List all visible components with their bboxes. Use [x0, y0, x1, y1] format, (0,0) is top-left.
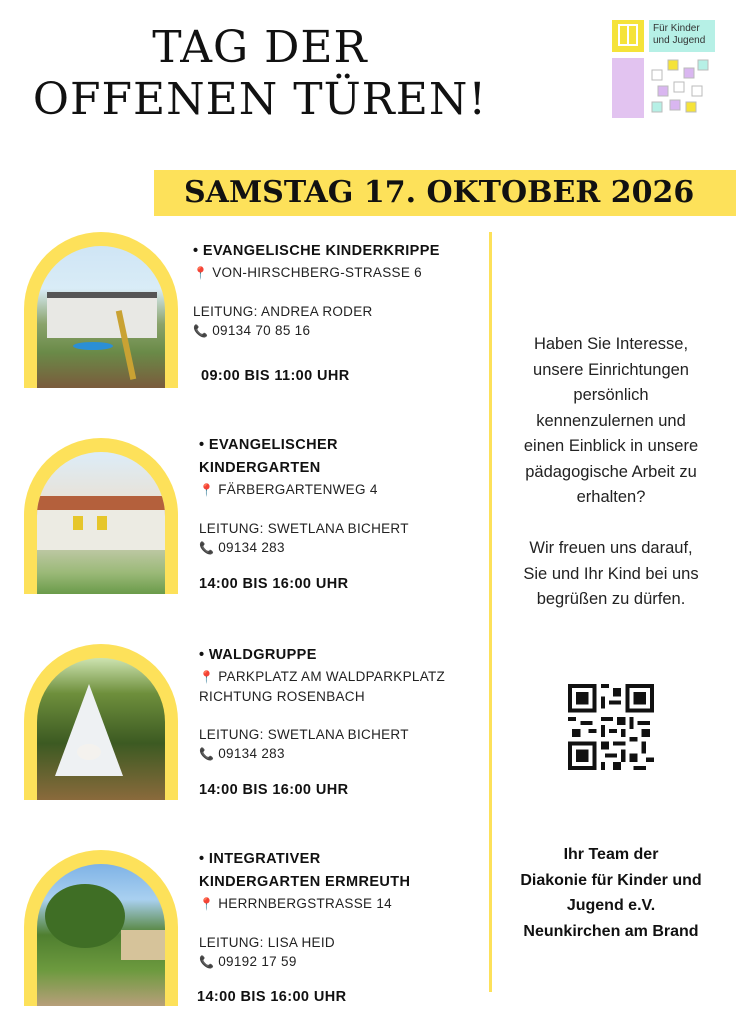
institution-address: 📍 VON-HIRSCHBERG-STRASSE 6: [193, 265, 422, 280]
photo-kindergarten: [37, 452, 165, 594]
photo-frame-waldgruppe: [24, 644, 178, 800]
logo: [612, 20, 716, 118]
institution-phone: 📞 09192 17 59: [199, 954, 297, 969]
institution-hours: 14:00 BIS 16:00 UHR: [199, 782, 349, 798]
institution-kinderkrippe: [193, 240, 440, 384]
phone-icon: 📞: [199, 541, 215, 555]
institution-waldgruppe: [199, 644, 446, 798]
map-pin-icon: 📍: [199, 483, 215, 497]
institution-address: 📍 FÄRBERGARTENWEG 4: [199, 482, 378, 497]
institution-leitung: LEITUNG: SWETLANA BICHERT: [199, 727, 409, 742]
info-paragraph-2: Wir freuen uns darauf, Sie und Ihr Kind bei uns begrüßen zu dürfen.: [523, 539, 699, 608]
institution-leitung: LEITUNG: SWETLANA BICHERT: [199, 521, 409, 536]
institution-hours: 14:00 BIS 16:00 UHR: [197, 989, 347, 1005]
institution-name-line-1: • INTEGRATIVER: [199, 851, 321, 867]
institution-hours: 09:00 BIS 11:00 UHR: [201, 368, 350, 384]
photo-frame-integrativer-kindergarten: [24, 850, 178, 1006]
institution-name: • WALDGRUPPE: [199, 647, 317, 663]
phone-icon: 📞: [199, 955, 215, 969]
institution-address: 📍 PARKPLATZ AM WALDPARKPLATZ: [199, 669, 446, 684]
title-line-2: OFFENEN TÜREN!: [32, 74, 488, 125]
photo-kinderkrippe: [37, 246, 165, 388]
info-paragraph-1: Haben Sie Interesse, unsere Einrichtungen persönlich kennenzulernen und einen Einblick in unsere pädagogische Arbeit zu erhalten?: [523, 335, 699, 506]
team-signature: Ihr Team der Diakonie für Kinder und Jugend e.V. Neunkirchen am Brand: [520, 846, 702, 940]
logo-yellow-block: [612, 20, 644, 52]
title-line-1: TAG DER: [152, 22, 368, 73]
map-pin-icon: 📍: [193, 266, 209, 280]
photo-frame-kindergarten: [24, 438, 178, 594]
institution-phone: 📞 09134 283: [199, 540, 285, 555]
institution-name-line-2: KINDERGARTEN ERMREUTH: [199, 874, 411, 890]
institution-leitung: LEITUNG: LISA HEID: [199, 935, 335, 950]
institution-address: 📍 HERRNBERGSTRASSE 14: [199, 896, 392, 911]
date-banner: [154, 170, 736, 216]
column-divider: [489, 232, 492, 992]
institution-integrativer-kindergarten: [197, 848, 411, 1005]
institution-leitung: LEITUNG: ANDREA RODER: [193, 304, 373, 319]
phone-icon: 📞: [199, 747, 215, 761]
institution-hours: 14:00 BIS 16:00 UHR: [199, 576, 349, 592]
logo-lilac-block: [612, 58, 644, 118]
event-date: SAMSTAG 17. OKTOBER 2026: [184, 175, 695, 210]
phone-icon: 📞: [193, 324, 209, 338]
gift-icon: [618, 24, 638, 46]
qr-code-icon[interactable]: [568, 684, 654, 770]
institution-address-line-2: RICHTUNG ROSENBACH: [199, 689, 365, 704]
page-title: [0, 22, 520, 126]
institution-name: • EVANGELISCHE KINDERKRIPPE: [193, 243, 440, 259]
logo-text: Für Kinder und Jugend: [649, 20, 715, 52]
institution-name-line-1: • EVANGELISCHER: [199, 437, 338, 453]
institution-phone: 📞 09134 283: [199, 746, 285, 761]
institution-kindergarten: [199, 434, 409, 592]
photo-integrativer-kindergarten: [37, 864, 165, 1006]
photo-waldgruppe: [37, 658, 165, 800]
institution-phone: 📞 09134 70 85 16: [193, 323, 311, 338]
puzzle-people-icon: [648, 56, 714, 118]
map-pin-icon: 📍: [199, 897, 215, 911]
institution-name-line-2: KINDERGARTEN: [199, 460, 321, 476]
map-pin-icon: 📍: [199, 670, 215, 684]
photo-frame-kinderkrippe: [24, 232, 178, 388]
